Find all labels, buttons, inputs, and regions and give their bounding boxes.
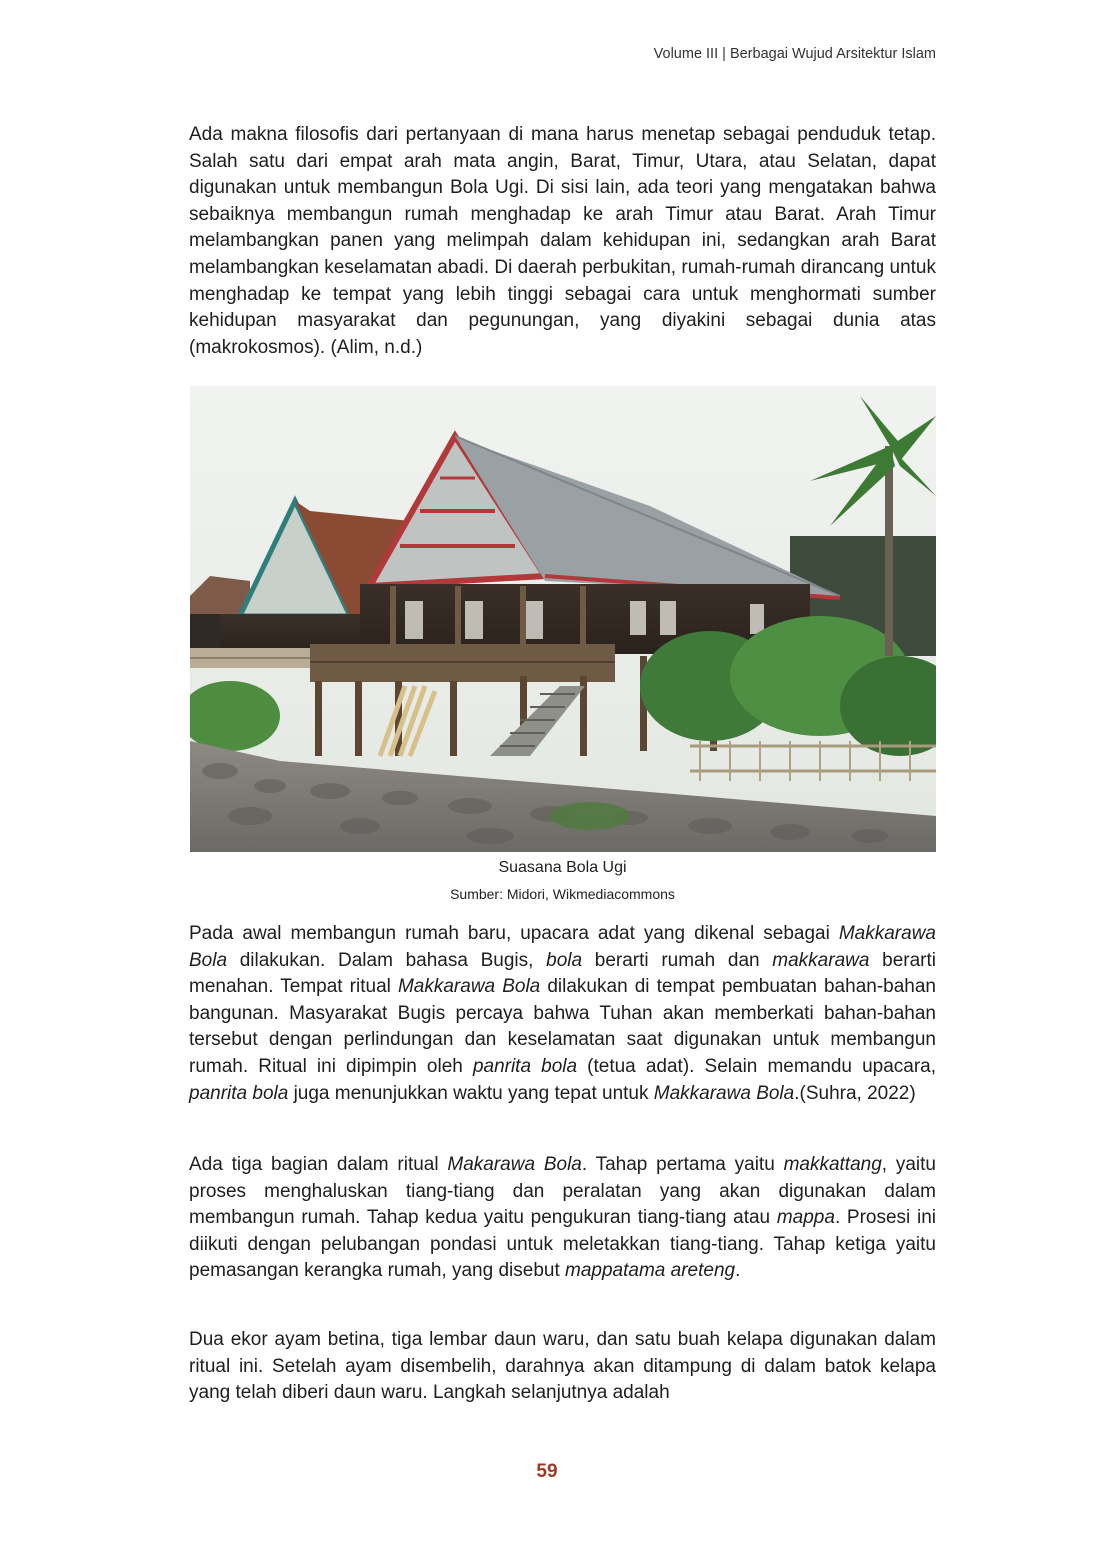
paragraph-2-text: Pada awal membangun rumah baru, upacara adat yang dikenal sebagai Makkarawa Bola dilakukan. Dalam bahasa Bugis, bola berarti rumah dan makkarawa berarti menahan. Tempat ritual Makkarawa Bola dilakukan di tempat pembuatan bahan-bahan bangunan. Masyarakat Bugis percaya bahwa Tuhan akan memberkati bahan-bahan tersebut dengan perlindungan dan keselamatan saat digunakan untuk membangun rumah. Ritual ini dipimpin oleh panrita bola (tetua adat). Selain memandu upacara, panrita bola juga menunjukkan waktu yang tepat untuk Makkarawa Bola.(Suhra, 2022)	[189, 923, 937, 1104]
term-italic: Makkarawa Bola	[397, 976, 541, 998]
term-italic: bola	[546, 949, 583, 971]
term-italic: Makkarawa Bola	[653, 1082, 795, 1104]
page-number: 59	[536, 1461, 558, 1482]
paragraph-1-text: Ada makna filosofis dari pertanyaan di mana harus menetap sebagai penduduk tetap. Salah satu dari empat arah mata angin, Barat, Timur, Utara, atau Selatan, dapat digunakan untuk membangun Bola Ugi. Di sisi lain, ada teori yang mengatakan bahwa sebaiknya membangun rumah menghadap ke arah Timur atau Barat. Arah Timur melambangkan panen yang melimpah dalam kehidupan ini, sedangkan arah Barat melambangkan keselamatan abadi. Di daerah perbukitan, rumah-rumah dirancang untuk menghadap ke tempat yang lebih tinggi sebagai cara untuk menghormati sumber kehidupan masyarakat dan pegunungan, yang diyakini sebagai dunia atas (makrokosmos). (Alim, n.d.)	[189, 124, 936, 358]
term-italic: mappatama areteng	[565, 1260, 736, 1282]
term-italic: panrita bola	[189, 1082, 289, 1104]
term-italic: makkarawa	[772, 949, 870, 971]
term-italic: makkattang	[783, 1154, 882, 1175]
term-italic: mappa	[776, 1207, 835, 1229]
paragraph-2	[189, 921, 936, 1107]
paragraph-4-text: Dua ekor ayam betina, tiga lembar daun waru, dan satu buah kelapa digunakan dalam ritual ini. Setelah ayam disembelih, darahnya akan ditampung di dalam batok kelapa yang telah diberi daun waru. Langkah selanjutnya adalah	[189, 1329, 936, 1404]
term-italic: panrita bola	[472, 1055, 578, 1077]
paragraph-4	[189, 1327, 936, 1407]
figure-photo-bola-ugi	[190, 386, 936, 852]
figure-source: Sumber: Midori, Wikmediacommons	[450, 886, 675, 902]
paragraph-1	[189, 122, 936, 361]
bola-ugi-illustration	[190, 386, 936, 852]
running-header: Volume III | Berbagai Wujud Arsitektur Islam	[653, 46, 936, 62]
paragraph-3-text: Ada tiga bagian dalam ritual Makarawa Bola. Tahap pertama yaitu makkattang, yaitu proses menghaluskan tiang-tiang dan peralatan yang akan digunakan dalam membangun rumah. Tahap kedua yaitu pengukuran tiang-tiang atau mappa. Prosesi ini diikuti dengan pelubangan pondasi untuk meletakkan tiang-tiang. Tahap ketiga yaitu pemasangan kerangka rumah, yang disebut mappatama areteng.	[189, 1154, 936, 1282]
figure-caption: Suasana Bola Ugi	[498, 859, 627, 876]
paragraph-3	[189, 1152, 936, 1285]
term-italic: Makarawa Bola	[447, 1154, 582, 1175]
term-italic: Makkarawa Bola	[189, 923, 936, 971]
